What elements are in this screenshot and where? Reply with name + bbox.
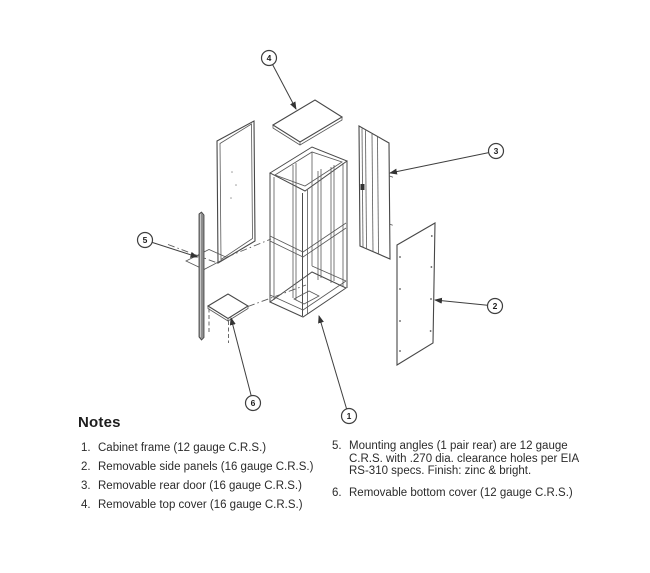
panel-speck [231,171,233,173]
top-cover-panel [273,100,342,145]
note-item-3 [81,480,331,493]
note-text: Removable bottom cover (12 gauge C.R.S.) [349,486,573,499]
callout-5 [138,233,198,258]
callout-4-number: 4 [266,53,272,63]
note-item-4 [81,499,331,512]
callout-3 [390,144,504,174]
bottom-cover-panel [208,294,248,321]
left-side-panel [217,121,255,263]
note-item-6 [332,487,596,500]
note-item-1 [81,442,331,455]
notes-section [0,412,650,572]
note-number: 5. [332,440,342,452]
note-number: 4. [81,499,91,511]
panel-speck [230,197,232,199]
callout-1-number: 1 [346,411,352,421]
callout-4 [262,51,297,110]
note-number: 2. [81,461,91,473]
callout-2-number: 2 [492,301,498,311]
note-item-2 [81,461,331,474]
notes-column-right [332,440,596,508]
callout-2 [435,299,503,314]
note-number: 6. [332,486,342,499]
note-text: Cabinet frame (12 gauge C.R.S.) [98,442,267,454]
note-number: 1. [81,442,91,454]
door-hinge-mark [390,176,393,177]
notes-column-left [81,442,331,518]
rear-door-panel [359,126,393,259]
callout-6-number: 6 [250,398,256,408]
note-text: Mounting angles (1 pair rear) are 12 gauge C.R.S. with .270 dia. clearance holes per EIA RS-310 specs. Finish: zinc & bright. [349,440,579,477]
note-item-5 [332,440,596,478]
note-text: Removable top cover (16 gauge C.R.S.) [98,499,303,511]
door-latch [361,184,365,190]
panel-speck [235,184,237,186]
mounting-angle [199,212,204,340]
callout-6 [231,318,261,411]
callout-1 [319,316,357,424]
note-number: 3. [81,480,91,492]
callout-3-number: 3 [493,146,499,156]
note-text: Removable side panels (16 gauge C.R.S.) [98,461,314,473]
notes-heading: Notes [78,414,121,431]
note-text: Removable rear door (16 gauge C.R.S.) [98,480,302,492]
right-side-panel [397,223,435,365]
cabinet-frame [270,147,347,317]
callout-5-number: 5 [142,235,148,245]
